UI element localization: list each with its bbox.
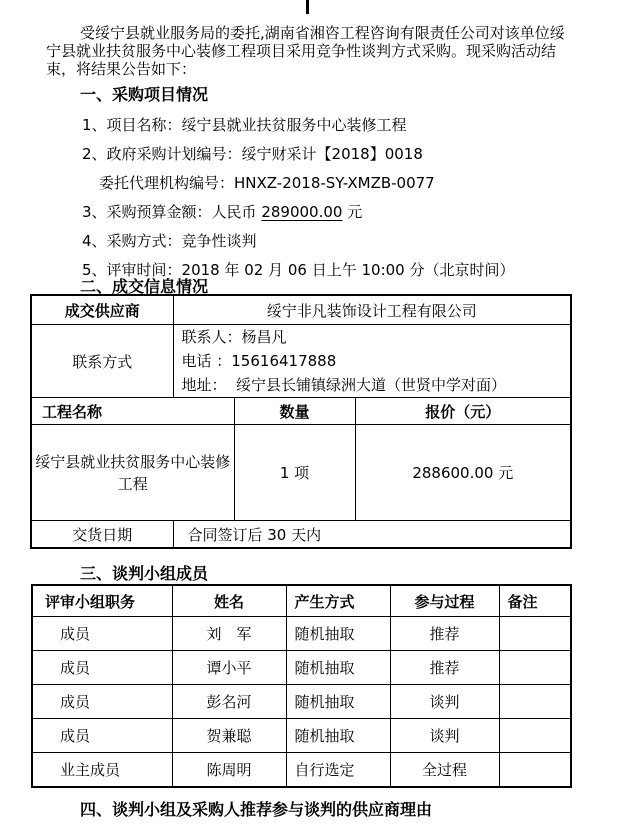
section-heading-supplier-recommendation: 四、谈判小组及采购人推荐参与谈判的供应商理由	[80, 800, 433, 819]
section-heading-procurement-project: 一、采购项目情况	[80, 85, 209, 104]
remarks-cell	[499, 617, 571, 651]
table-row	[31, 398, 571, 425]
role-cell: 业主成员	[32, 753, 172, 788]
panel-members-table	[31, 584, 572, 788]
section-heading-panel-members: 三、谈判小组成员	[80, 564, 209, 583]
table-row	[32, 685, 571, 719]
item-review-time: 5、评审时间：2018 年 02 月 06 日上午 10:00 分（北京时间）	[82, 261, 515, 279]
role-cell: 成员	[32, 719, 172, 753]
delivery-label-cell: 交货日期	[31, 521, 173, 549]
intro-line: 受绥宁县就业服务局的委托,湖南省湘咨工程咨询有限责任公司对该单位绥	[80, 24, 565, 42]
contact-details-cell	[173, 325, 571, 398]
table-header-row	[32, 585, 571, 617]
table-row	[32, 753, 571, 788]
contact-address: 地址： 绥宁县长铺镇绿洲大道（世贤中学对面）	[181, 376, 507, 394]
contact-phone: 电话 ：15616417888	[181, 352, 337, 370]
method-cell: 随机抽取	[286, 651, 390, 685]
budget-amount: 289000.00	[261, 203, 343, 221]
name-cell: 刘 军	[172, 617, 286, 651]
participation-cell: 谈判	[390, 719, 499, 753]
method-cell: 随机抽取	[286, 719, 390, 753]
column-header-selection-method: 产生方式	[286, 585, 390, 617]
table-row	[32, 617, 571, 651]
item-project-name: 1、项目名称：绥宁县就业扶贫服务中心装修工程	[82, 116, 407, 134]
intro-line: 宁县就业扶贫服务中心装修工程项目采用竞争性谈判方式采购。现采购活动结	[46, 42, 557, 60]
price-cell: 288600.00 元	[355, 425, 571, 521]
qty-cell: 1 项	[234, 425, 355, 521]
name-cell: 谭小平	[172, 651, 286, 685]
name-cell: 彭名河	[172, 685, 286, 719]
contact-person: 联系人：杨昌凡	[181, 328, 287, 346]
contact-label-cell: 联系方式	[31, 325, 173, 398]
supplier-label-cell: 成交供应商	[31, 295, 173, 325]
intro-line: 束，将结果公告如下：	[46, 60, 197, 78]
participation-cell: 推荐	[390, 651, 499, 685]
remarks-cell	[499, 753, 571, 788]
role-cell: 成员	[32, 685, 172, 719]
delivery-value-cell: 合同签订后 30 天内	[173, 521, 571, 549]
remarks-cell	[499, 651, 571, 685]
item-agency-number: 委托代理机构编号：HNXZ-2018-SY-XMZB-0077	[99, 174, 435, 192]
project-header-cell: 工程名称	[31, 398, 234, 425]
participation-cell: 谈判	[390, 685, 499, 719]
column-header-participation: 参与过程	[390, 585, 499, 617]
role-cell: 成员	[32, 651, 172, 685]
name-cell: 贺兼聪	[172, 719, 286, 753]
supplier-name-cell: 绥宁非凡装饰设计工程有限公司	[173, 295, 571, 325]
project-name-cell: 绥宁县就业扶贫服务中心装修工程	[31, 425, 234, 521]
table-row	[31, 425, 571, 521]
price-header-cell: 报价（元）	[355, 398, 571, 425]
role-cell: 成员	[32, 617, 172, 651]
item-plan-number: 2、政府采购计划编号：绥宁财采计【2018】0018	[82, 145, 423, 163]
qty-header-cell: 数量	[234, 398, 355, 425]
budget-prefix: 3、采购预算金额：人民币	[82, 203, 262, 221]
name-cell: 陈周明	[172, 753, 286, 788]
method-cell: 自行选定	[286, 753, 390, 788]
item-budget	[82, 204, 628, 220]
section-heading-deal-info: 二、成交信息情况	[80, 277, 209, 296]
table-row	[31, 325, 571, 398]
column-header-role: 评审小组职务	[32, 585, 172, 617]
table-row	[32, 719, 571, 753]
deal-info-table	[30, 294, 572, 549]
remarks-cell	[499, 685, 571, 719]
method-cell: 随机抽取	[286, 617, 390, 651]
table-row	[31, 295, 571, 325]
participation-cell: 全过程	[390, 753, 499, 788]
text-caret	[306, 0, 309, 14]
item-procurement-method: 4、采购方式：竞争性谈判	[82, 232, 257, 250]
column-header-remarks: 备注	[499, 585, 571, 617]
remarks-cell	[499, 719, 571, 753]
method-cell: 随机抽取	[286, 685, 390, 719]
table-row	[31, 521, 571, 549]
participation-cell: 推荐	[390, 617, 499, 651]
table-row	[32, 651, 571, 685]
intro-paragraph	[46, 0, 600, 78]
column-header-name: 姓名	[172, 585, 286, 617]
budget-suffix: 元	[342, 203, 363, 221]
